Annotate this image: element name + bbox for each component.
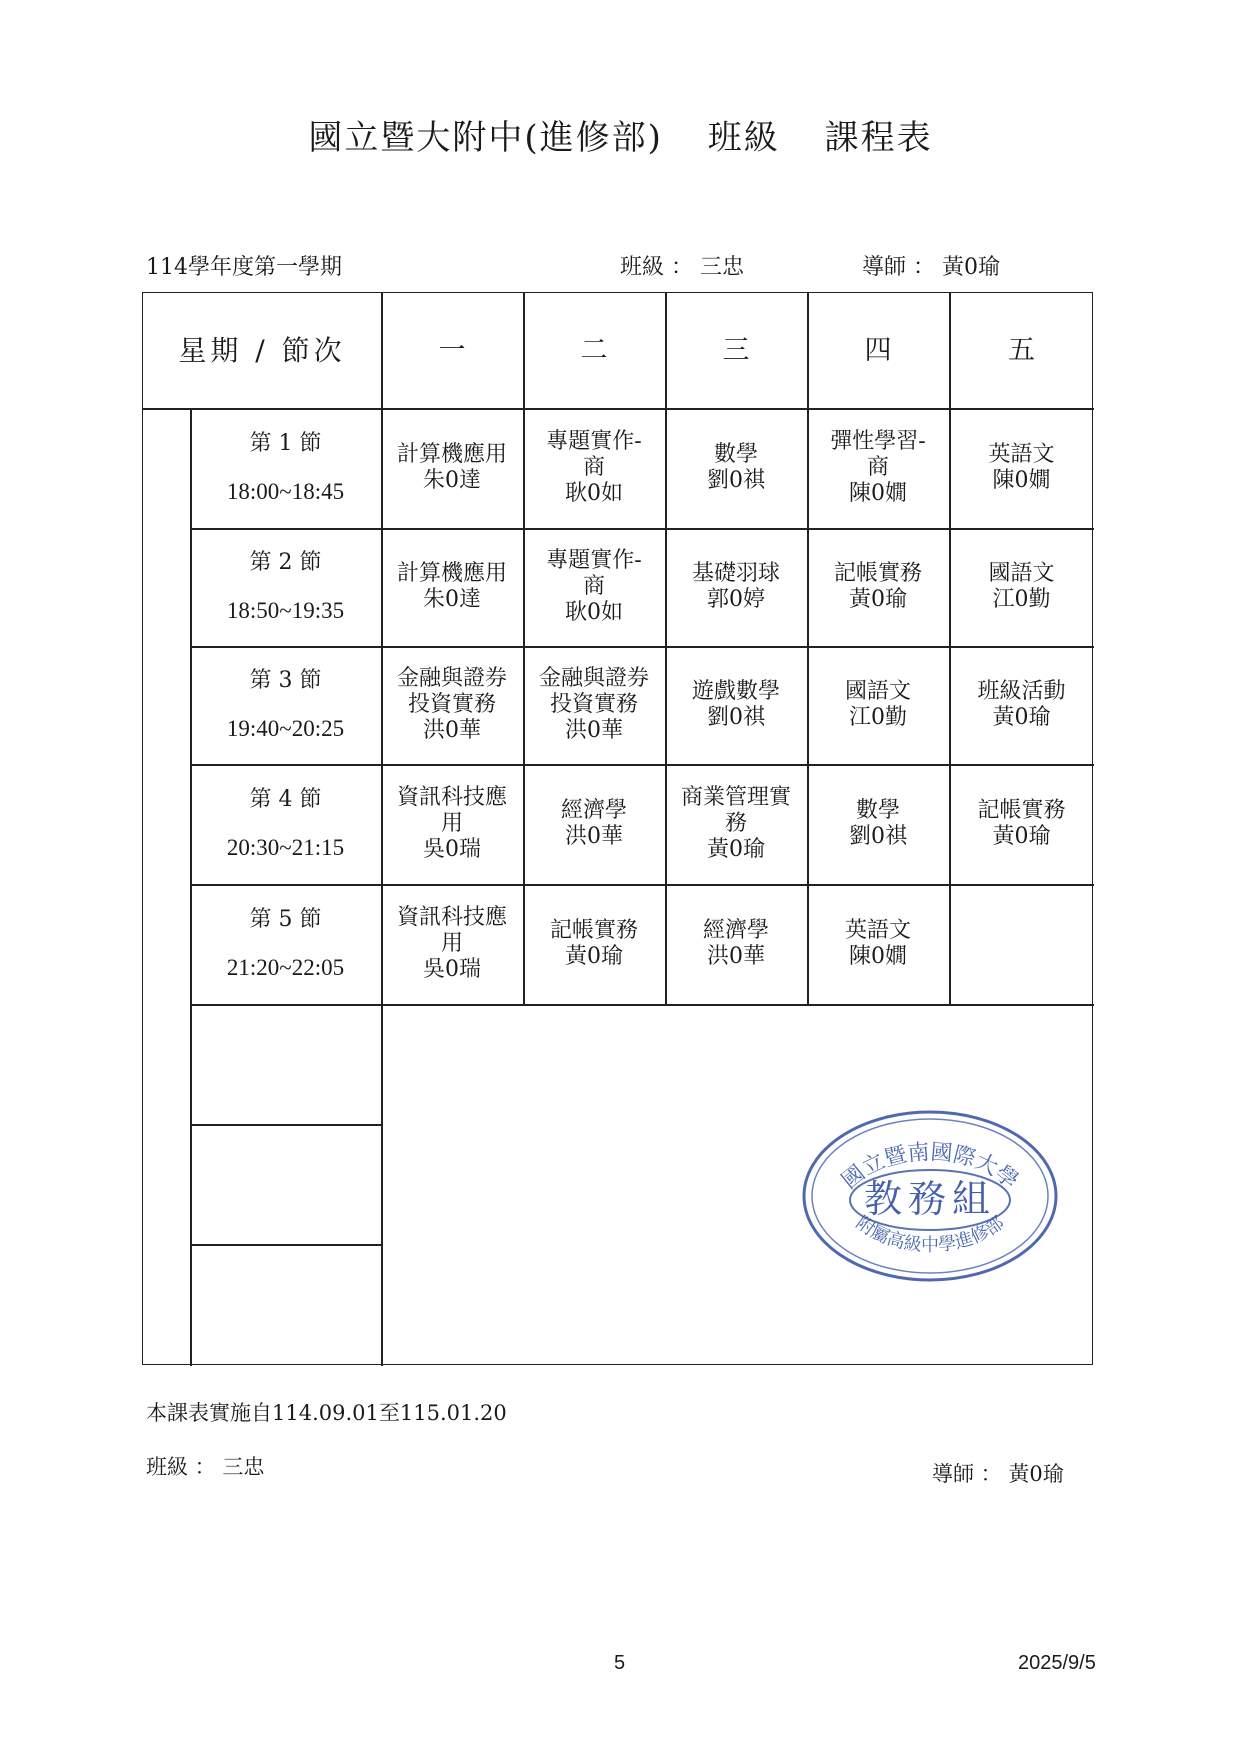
stamp-top-arc: 國立暨南國際大學 — [837, 1140, 1023, 1195]
course-cell — [381, 646, 523, 764]
course-name: 經濟學 — [702, 918, 769, 943]
term-label: 114學年度第一學期 — [146, 255, 342, 280]
course-name: 用 — [440, 811, 463, 836]
course-cell — [807, 764, 949, 884]
period-time: 21:20~22:05 — [226, 955, 345, 980]
day-header — [807, 293, 949, 408]
course-name: 商 — [582, 574, 605, 599]
course-name: 英語文 — [988, 442, 1055, 467]
course-teacher: 黃0瑜 — [849, 587, 907, 612]
period-name: 第 4 節 — [249, 787, 322, 812]
course-teacher: 洪0華 — [423, 718, 481, 743]
course-teacher: 陳0嫺 — [849, 944, 907, 969]
course-teacher: 黃0瑜 — [992, 824, 1051, 849]
row-divider — [190, 1244, 381, 1246]
course-name: 班級活動 — [977, 679, 1066, 704]
page-title — [0, 110, 1241, 159]
school-name: 國立暨大附中(進修部) — [308, 118, 663, 158]
course-cell — [665, 528, 807, 646]
print-date: 2025/9/5 — [1018, 1652, 1096, 1674]
day-header-label: 五 — [1008, 334, 1035, 366]
course-name: 基礎羽球 — [691, 561, 780, 586]
page-number: 5 — [614, 1652, 626, 1674]
academic-affairs-stamp — [800, 1108, 1060, 1283]
footer-class-label: 班級 ： 三忠 — [146, 1455, 265, 1479]
course-cell — [665, 884, 807, 1004]
course-teacher: 洪0華 — [707, 944, 765, 969]
course-cell — [381, 528, 523, 646]
period-name: 第 1 節 — [249, 431, 322, 456]
period-cell — [190, 884, 381, 1004]
course-name: 經濟學 — [560, 798, 627, 823]
course-cell — [807, 884, 949, 1004]
course-name: 投資實務 — [407, 692, 496, 717]
day-header — [665, 293, 807, 408]
course-teacher: 陳0嫺 — [992, 468, 1051, 493]
day-header-label: 四 — [864, 334, 892, 366]
course-name: 計算機應用 — [396, 561, 507, 586]
course-name: 遊戲數學 — [691, 679, 780, 704]
course-cell — [949, 884, 1094, 1004]
day-header — [523, 293, 665, 408]
course-cell — [665, 646, 807, 764]
course-cell — [807, 646, 949, 764]
stamp-bottom-arc: 附屬高級中學進修部 — [851, 1212, 1009, 1256]
course-name: 國語文 — [988, 561, 1055, 586]
corner-header — [143, 293, 381, 408]
course-teacher: 江0勤 — [849, 705, 907, 730]
period-cell — [190, 646, 381, 764]
period-time: 19:40~20:25 — [226, 716, 345, 741]
course-cell — [949, 646, 1094, 764]
course-cell — [523, 764, 665, 884]
course-name: 記帳實務 — [833, 561, 922, 586]
course-name: 商 — [582, 455, 605, 480]
title-class-word: 班級 — [707, 118, 780, 158]
corner-header-label: 星期 / 節次 — [178, 333, 346, 367]
course-teacher: 朱0達 — [423, 468, 481, 493]
course-teacher: 朱0達 — [423, 587, 481, 612]
course-name: 商業管理實 — [680, 785, 791, 810]
course-teacher: 吳0瑞 — [423, 837, 481, 862]
course-teacher: 黃0瑜 — [565, 944, 623, 969]
period-name: 第 5 節 — [249, 907, 322, 932]
title-schedule-word: 課程表 — [824, 118, 933, 158]
period-cell — [190, 528, 381, 646]
course-name: 用 — [440, 931, 463, 956]
course-cell — [523, 884, 665, 1004]
course-teacher: 劉0祺 — [849, 824, 907, 849]
course-cell — [523, 528, 665, 646]
course-cell — [665, 408, 807, 528]
course-cell — [949, 408, 1094, 528]
period-cell — [190, 408, 381, 528]
course-name: 商 — [866, 455, 889, 480]
course-teacher: 洪0華 — [565, 824, 623, 849]
stamp-center-text: 教務組 — [863, 1177, 997, 1221]
course-teacher: 洪0華 — [565, 718, 623, 743]
course-name: 數學 — [713, 442, 758, 467]
course-teacher: 郭0婷 — [707, 587, 765, 612]
course-teacher: 黃0瑜 — [707, 837, 765, 862]
course-teacher: 江0勤 — [992, 587, 1051, 612]
course-name: 投資實務 — [549, 692, 638, 717]
course-cell — [381, 884, 523, 1004]
course-name: 記帳實務 — [977, 798, 1066, 823]
course-cell — [381, 764, 523, 884]
day-header-label: 三 — [722, 334, 750, 366]
teacher-label: 導師 ： 黃0瑜 — [862, 255, 1000, 280]
course-cell — [949, 528, 1094, 646]
course-name: 計算機應用 — [396, 442, 507, 467]
course-cell — [807, 528, 949, 646]
course-name: 專題實作- — [546, 548, 642, 573]
period-time: 18:50~19:35 — [226, 598, 345, 623]
course-teacher: 耿0如 — [565, 600, 623, 625]
day-header — [381, 293, 523, 408]
course-teacher: 耿0如 — [565, 481, 623, 506]
course-teacher: 劉0祺 — [707, 468, 765, 493]
course-name: 資訊科技應 — [396, 905, 507, 930]
course-teacher: 吳0瑞 — [423, 957, 481, 982]
row-divider — [190, 1124, 381, 1126]
course-name: 金融與證券 — [396, 666, 507, 691]
course-teacher: 陳0嫺 — [849, 481, 907, 506]
course-name: 務 — [724, 811, 747, 836]
course-cell — [381, 408, 523, 528]
course-name: 專題實作- — [546, 429, 642, 454]
period-time: 18:00~18:45 — [226, 479, 345, 504]
course-name: 英語文 — [844, 918, 911, 943]
course-name: 數學 — [855, 798, 900, 823]
course-cell — [665, 764, 807, 884]
course-name: 金融與證券 — [538, 666, 649, 691]
period-name: 第 3 節 — [249, 668, 322, 693]
course-name: 國語文 — [844, 679, 911, 704]
course-name: 記帳實務 — [549, 918, 638, 943]
course-cell — [807, 408, 949, 528]
day-header-label: 一 — [438, 334, 466, 366]
day-header — [949, 293, 1094, 408]
course-cell — [523, 408, 665, 528]
class-label: 班級 ： 三忠 — [620, 255, 744, 280]
day-header-label: 二 — [580, 334, 608, 366]
course-cell — [949, 764, 1094, 884]
period-time: 20:30~21:15 — [226, 835, 345, 860]
period-name: 第 2 節 — [249, 550, 322, 575]
course-name: 彈性學習- — [830, 429, 926, 454]
course-teacher: 黃0瑜 — [992, 705, 1051, 730]
course-cell — [523, 646, 665, 764]
footer-teacher-label: 導師 ： 黃0瑜 — [932, 1462, 1064, 1486]
period-cell — [190, 764, 381, 884]
course-name: 資訊科技應 — [396, 785, 507, 810]
effective-dates: 本課表實施自114.09.01至115.01.20 — [146, 1401, 507, 1425]
course-teacher: 劉0祺 — [707, 705, 765, 730]
row-divider — [190, 1004, 1094, 1006]
